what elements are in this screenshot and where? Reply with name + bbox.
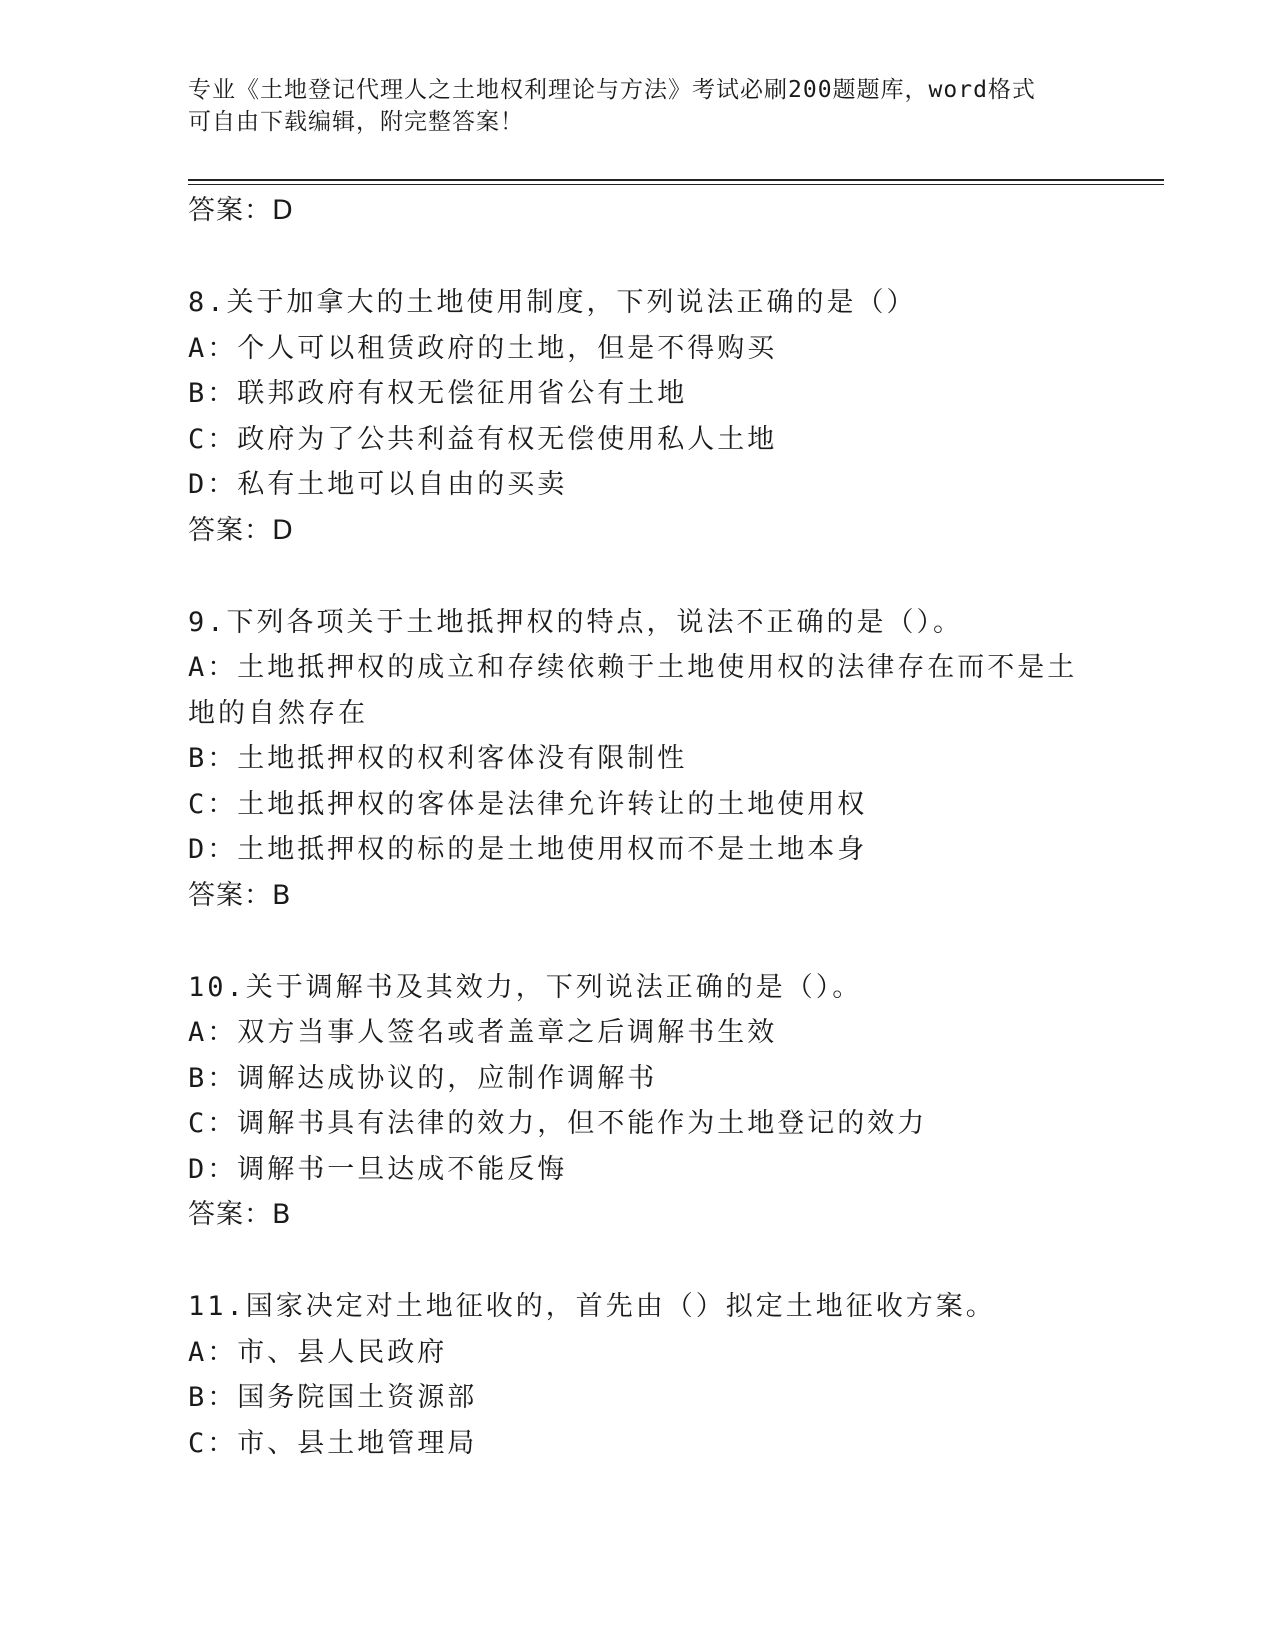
question-11 [188,1284,1088,1466]
option-c: C：调解书具有法律的效力，但不能作为土地登记的效力 [188,1108,928,1139]
option-a: A：市、县人民政府 [188,1336,448,1368]
option-d: D：土地抵押权的标的是土地使用权而不是土地本身 [188,834,868,865]
header-title-line-2: 可自由下载编辑，附完整答案！ [188,109,524,135]
option-d: D：调解书一旦达成不能反悔 [188,1153,568,1185]
header-title-line-1: 专业《土地登记代理人之土地权利理论与方法》考试必刷200题题库，word格式 [188,77,1036,103]
question-text: 9.下列各项关于土地抵押权的特点，说法不正确的是（）。 [188,606,964,638]
header-divider-thin [188,184,1164,185]
option-b: B：调解达成协议的，应制作调解书 [188,1062,658,1094]
question-9 [188,600,1088,919]
header-divider-thick [188,179,1164,181]
option-c: C：政府为了公共利益有权无偿使用私人土地 [188,423,778,455]
option-c: C：土地抵押权的客体是法律允许转让的土地使用权 [188,788,868,820]
option-b: B：土地抵押权的权利客体没有限制性 [188,743,688,774]
answer-line: 答案：D [188,195,294,226]
document-body [188,188,1088,1466]
question-8 [188,280,1088,554]
answer-line: 答案：D [188,514,294,546]
option-c: C：市、县土地管理局 [188,1427,478,1459]
option-b: B：国务院国土资源部 [188,1382,478,1413]
option-a: A：土地抵押权的成立和存续依赖于土地使用权的法律存在而不是土地的自然存在 [188,652,1078,729]
option-a: A：个人可以租赁政府的土地，但是不得购买 [188,332,778,364]
option-a: A：双方当事人签名或者盖章之后调解书生效 [188,1017,778,1048]
question-text: 10.关于调解书及其效力，下列说法正确的是（）。 [188,971,863,1003]
option-b: B：联邦政府有权无偿征用省公有土地 [188,378,688,409]
option-d: D：私有土地可以自由的买卖 [188,469,568,500]
question-text: 11.国家决定对土地征收的，首先由（）拟定土地征收方案。 [188,1291,996,1322]
document-header [188,74,1088,138]
question-text: 8.关于加拿大的土地使用制度，下列说法正确的是（） [188,287,917,318]
answer-line: 答案：B [188,1199,292,1230]
question-10 [188,965,1088,1239]
answer-line: 答案：B [188,879,292,911]
